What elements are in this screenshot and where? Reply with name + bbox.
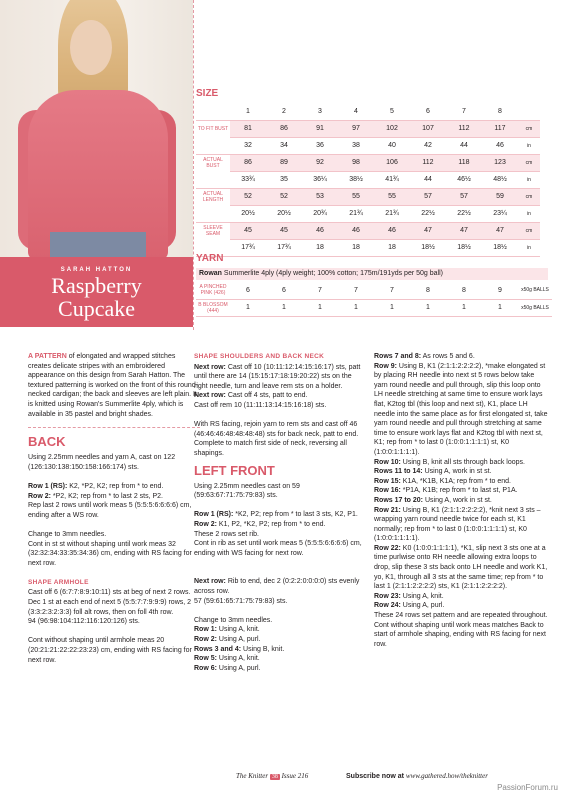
size-row xyxy=(196,188,540,205)
r78: Rows 7 and 8: As rows 5 and 6. xyxy=(374,353,475,360)
size-cell: 36 xyxy=(302,137,338,154)
size-col-header: 4 xyxy=(338,103,374,120)
size-unit: cm xyxy=(518,188,540,205)
lf-rib: These 2 rows set rib. xyxy=(194,530,259,538)
size-cell: 86 xyxy=(230,154,266,171)
r10: Row 10: Using B, knit all sts through back loops. xyxy=(374,458,525,466)
watermark: PassionForum.ru xyxy=(497,783,558,792)
size-row xyxy=(196,120,540,137)
r16: Row 16: *P1A, K1B; rep from * to last st, P1A. xyxy=(374,487,518,495)
footer-right xyxy=(346,772,488,780)
size-col-header: 3 xyxy=(302,103,338,120)
size-cell: 48½ xyxy=(482,171,518,188)
size-row-label: TO FIT BUST xyxy=(196,120,230,137)
size-row xyxy=(196,239,540,256)
armhole-1: Cast off 6 (6:7:7:8:9:10:11) sts at beg of next 2 rows. xyxy=(28,589,191,597)
size-cell: 20½ xyxy=(230,205,266,222)
size-cell: 91 xyxy=(302,120,338,137)
yarn-brand: Rowan xyxy=(199,270,222,277)
size-unit: cm xyxy=(518,120,540,137)
lf-p2: Row 2: Using A, purl. xyxy=(194,636,261,644)
size-cell: 20½ xyxy=(266,205,302,222)
shape-armhole-heading: SHAPE ARMHOLE xyxy=(28,578,89,586)
size-cell: 36¼ xyxy=(302,171,338,188)
size-row xyxy=(196,171,540,188)
r15: Row 15: K1A, *K1B, K1A; rep from * to end. xyxy=(374,477,511,485)
size-cell: 18½ xyxy=(410,239,446,256)
yarn-cell: 1 xyxy=(338,299,374,316)
size-cell: 47 xyxy=(446,222,482,239)
size-cell: 40 xyxy=(374,137,410,154)
back-text: Using 2.25mm needles and yarn A, cast on 122 (126:130:138:150:158:166:174) sts. xyxy=(28,454,176,471)
size-col-header: 6 xyxy=(410,103,446,120)
size-col-header: 1 xyxy=(230,103,266,120)
issue-number: Issue 216 xyxy=(281,772,309,780)
armhole-2: Dec 1 st at each end of next 5 (5:5:7:7:9:9:9) rows, 2 (3:3:2:3:2:3:3) foll alt rows, then on foll 4th row. xyxy=(28,599,192,616)
size-cell: 98 xyxy=(338,154,374,171)
size-cell: 81 xyxy=(230,120,266,137)
size-unit: cm xyxy=(518,154,540,171)
r26: Cont without shaping until work meas matches Back to start of armhole shaping, ending with RS facing for next row. xyxy=(374,621,546,648)
size-header-row xyxy=(196,103,540,120)
size-cell: 34 xyxy=(266,137,302,154)
section-divider xyxy=(28,427,200,428)
back-row-2: Row 2: *P2, K2; rep from * to last 2 sts, P2. xyxy=(28,492,164,500)
subscribe-url[interactable]: www.gathered.how/theknitter xyxy=(405,772,488,780)
yarn-table xyxy=(196,282,552,317)
size-cell: 89 xyxy=(266,154,302,171)
size-cell: 17¾ xyxy=(230,239,266,256)
shape-shoulders-heading: SHAPE SHOULDERS AND BACK NECK xyxy=(194,353,325,360)
size-row xyxy=(196,222,540,239)
size-unit: in xyxy=(518,205,540,222)
page-number: 38 xyxy=(271,774,278,780)
size-cell: 97 xyxy=(338,120,374,137)
size-cell: 45 xyxy=(266,222,302,239)
back-repeat: Rep last 2 rows until work meas 5 (5:5:5:6:6:6:6) cm, ending after a WS row. xyxy=(28,502,192,519)
size-cell: 46 xyxy=(482,137,518,154)
lf-p1: Row 1: Using A, knit. xyxy=(194,626,260,634)
size-cell: 17¾ xyxy=(266,239,302,256)
size-cell: 46 xyxy=(338,222,374,239)
size-cell: 92 xyxy=(302,154,338,171)
yarn-cell: 6 xyxy=(266,282,302,299)
size-cell: 46½ xyxy=(446,171,482,188)
size-cell: 46 xyxy=(302,222,338,239)
size-cell: 32 xyxy=(230,137,266,154)
yarn-cell: 1 xyxy=(482,299,518,316)
yarn-colour-label: B BLOSSOM (444) xyxy=(196,299,230,316)
size-cell: 117 xyxy=(482,120,518,137)
yarn-cell: 1 xyxy=(302,299,338,316)
r23: Row 23: Using A, knit. xyxy=(374,592,444,600)
lf-next-row: Next row: Rib to end, dec 2 (0:2:2:0:0:0:0) sts evenly across row. xyxy=(194,578,360,596)
size-heading: SIZE xyxy=(196,88,219,99)
back-heading: BACK xyxy=(28,434,66,450)
yarn-cell: 7 xyxy=(338,282,374,299)
size-col-header: 2 xyxy=(266,103,302,120)
size-cell: 21¾ xyxy=(374,205,410,222)
size-cell: 52 xyxy=(230,188,266,205)
size-unit: in xyxy=(518,239,540,256)
lf-cont: Cont in rib as set until work meas 5 (5:5:5:6:6:6:6) cm, ending with WS facing for next row. xyxy=(194,540,362,557)
shoulder-1: Next row: Cast off 10 (10:11:12:14:15:16:17) sts, patt until there are 14 (15:15:17:18:19:20:22) sts on the right needle, turn and leave rem sts on a holder. xyxy=(194,363,361,390)
footer-left xyxy=(236,772,308,780)
back-change: Change to 3mm needles. xyxy=(28,530,107,538)
shoulder-3: Cast off rem 10 (11:11:13:14:15:16:18) sts. xyxy=(194,401,327,409)
size-cell: 86 xyxy=(266,120,302,137)
yarn-cell: 1 xyxy=(374,299,410,316)
size-cell: 46 xyxy=(374,222,410,239)
size-cell: 112 xyxy=(446,120,482,137)
size-row xyxy=(196,137,540,154)
left-front-heading: LEFT FRONT xyxy=(194,462,275,478)
lf-sts: 57 (59:61:65:71:75:79:83) sts. xyxy=(194,597,288,605)
yarn-cell: 1 xyxy=(410,299,446,316)
size-col-header: 7 xyxy=(446,103,482,120)
left-front-1: Using 2.25mm needles cast on 59 (59:63:67:71:75:79:83) sts. xyxy=(194,482,300,500)
back-cont: Cont in st st without shaping until work meas 32 (32:32:34:33:35:34:36) cm, ending with RS facing for next row. xyxy=(28,540,192,567)
column-2 xyxy=(194,352,366,673)
size-cell: 22½ xyxy=(410,205,446,222)
shoulder-2: Next row: Cast off 4 sts, patt to end. xyxy=(194,392,308,400)
lf-p3: Rows 3 and 4: Using B, knit. xyxy=(194,645,285,653)
yarn-row xyxy=(196,282,552,299)
r25: These 24 rows set pattern and are repeated throughout. xyxy=(374,612,548,620)
back-row-1: Row 1 (RS): K2, *P2, K2; rep from * to end. xyxy=(28,482,164,490)
size-unit: cm xyxy=(518,222,540,239)
yarn-cell: 6 xyxy=(230,282,266,299)
size-cell: 20¾ xyxy=(302,205,338,222)
title-banner xyxy=(0,257,193,327)
size-cell: 57 xyxy=(446,188,482,205)
size-cell: 57 xyxy=(410,188,446,205)
yarn-heading: YARN xyxy=(196,253,224,264)
size-cell: 44 xyxy=(446,137,482,154)
size-cell: 118 xyxy=(446,154,482,171)
yarn-unit: x50g BALLS xyxy=(518,299,552,316)
yarn-cell: 1 xyxy=(446,299,482,316)
r22: Row 22: K0 (1:0:0:1:1:1:1), *K1, slip next 3 sts one at a time purlwise onto RH needle allowing extra loops to drop, slip these 3 sts back onto LH needle and work K1, yo, K1, through all 3 sts at the same time; rep from * to last 1 (2:1:1:2:2:2:2) sts, K1 (2:1:1:2:2:2:2). xyxy=(374,544,548,591)
size-cell: 53 xyxy=(302,188,338,205)
shoulder-4: With RS facing, rejoin yarn to rem sts and cast off 46 (46:46:46:48:48:48:48) sts for back neck, patt to end. xyxy=(194,421,359,438)
yarn-description xyxy=(196,268,548,280)
size-cell: 42 xyxy=(410,137,446,154)
size-row-label xyxy=(196,205,230,222)
lf-p6: Row 6: Using A, purl. xyxy=(194,664,261,672)
designer-name: SARAH HATTON xyxy=(60,267,133,273)
intro-paragraph: A PATTERN of elongated and wrapped stitches creates delicate stripes with an embroidered appearance on this design from Sarah Hatton. The textured patterning is worked on the front of this round-necked cardigan; the back and sleeves are left plain. It is knitted using Rowan's Summerlite 4ply, which is available in 35 pastel and bright shades. xyxy=(28,353,199,418)
yarn-cell: 1 xyxy=(266,299,302,316)
yarn-cell: 7 xyxy=(374,282,410,299)
size-row-label: ACTUAL LENGTH xyxy=(196,188,230,205)
size-row-label xyxy=(196,171,230,188)
yarn-cell: 8 xyxy=(410,282,446,299)
size-cell: 18 xyxy=(374,239,410,256)
size-cell: 123 xyxy=(482,154,518,171)
size-cell: 44 xyxy=(410,171,446,188)
lf-row-2: Row 2: K1, P2, *K2, P2; rep from * to end. xyxy=(194,520,326,528)
yarn-row xyxy=(196,299,552,316)
divider xyxy=(193,0,194,330)
r1114: Rows 11 to 14: Using A, work in st st. xyxy=(374,468,492,476)
armhole-3: 94 (96:98:104:112:116:120:126) sts. xyxy=(28,618,140,626)
r9: Row 9: Using B, K1 (2:1:1:2:2:2:2), *make elongated st by placing RH needle into next st 5 rows below take yarn round needle and pull through, slip this loop onto LH needle stretching at same time to ensure work lays flat, K2tog tbl (this loop and next st), K1, place LH needle into the same place as for first elongated st, take yarn round needle and pull through stretching at same time to ensure work lays flat and K2tog tbl with next st, K1; rep from * to last 0 (1:0:0:1:1:1:1) st, K0 (1:0:0:1:1:1:1). xyxy=(374,362,548,456)
size-cell: 47 xyxy=(410,222,446,239)
size-cell: 38 xyxy=(338,137,374,154)
r21: Row 21: Using B, K1 (2:1:1:2:2:2:2), *knit next 3 sts – wrapping yarn round needle twice for each st, K1 normally; rep from * to last 0 (1:0:0:1:1:1:1) st, K0 (1:0:0:1:1:1:1). xyxy=(374,506,541,543)
size-table xyxy=(196,103,540,257)
yarn-colour-label: A PINCHED PINK (426) xyxy=(196,282,230,299)
yarn-cell: 9 xyxy=(482,282,518,299)
size-cell: 106 xyxy=(374,154,410,171)
size-cell: 18 xyxy=(338,239,374,256)
size-cell: 52 xyxy=(266,188,302,205)
size-cell: 18½ xyxy=(446,239,482,256)
size-cell: 35 xyxy=(266,171,302,188)
pattern-title-1: Raspberry xyxy=(51,273,142,298)
size-row-label: SLEEVE SEAM xyxy=(196,222,230,239)
size-cell: 38½ xyxy=(338,171,374,188)
size-cell: 21¾ xyxy=(338,205,374,222)
size-cell: 59 xyxy=(482,188,518,205)
size-cell: 22½ xyxy=(446,205,482,222)
size-cell: 102 xyxy=(374,120,410,137)
size-row-label: ACTUAL BUST xyxy=(196,154,230,171)
column-1 xyxy=(28,352,200,665)
r1720: Rows 17 to 20: Using A, work in st st. xyxy=(374,496,492,504)
r24: Row 24: Using A, purl. xyxy=(374,602,445,610)
pattern-title-2: Cupcake xyxy=(58,296,135,321)
size-cell: 47 xyxy=(482,222,518,239)
size-cell: 23¼ xyxy=(482,205,518,222)
yarn-cell: 7 xyxy=(302,282,338,299)
size-cell: 33¾ xyxy=(230,171,266,188)
yarn-cell: 8 xyxy=(446,282,482,299)
size-cell: 18½ xyxy=(482,239,518,256)
yarn-spec: Summerlite 4ply (4ply weight; 100% cotton; 175m/191yds per 50g ball) xyxy=(221,270,443,277)
size-cell: 18 xyxy=(302,239,338,256)
size-cell: 107 xyxy=(410,120,446,137)
size-row xyxy=(196,205,540,222)
size-col-header: 8 xyxy=(482,103,518,120)
column-3 xyxy=(374,352,548,649)
model-photo xyxy=(0,0,193,257)
subscribe-text: Subscribe now at xyxy=(346,773,406,780)
yarn-cell: 1 xyxy=(230,299,266,316)
size-cell: 45 xyxy=(230,222,266,239)
yarn-unit: x50g BALLS xyxy=(518,282,552,299)
shoulder-5: Complete to match first side of neck, reversing all shapings. xyxy=(194,440,347,457)
lf-change: Change to 3mm needles. xyxy=(194,616,273,624)
size-unit: in xyxy=(518,137,540,154)
size-cell: 41¾ xyxy=(374,171,410,188)
size-cell: 112 xyxy=(410,154,446,171)
size-unit: in xyxy=(518,171,540,188)
size-cell: 55 xyxy=(374,188,410,205)
armhole-4: Cont without shaping until armhole meas 20 (20:21:21:22:22:23:23) cm, ending with RS facing for next row. xyxy=(28,637,192,664)
size-row xyxy=(196,154,540,171)
size-cell: 55 xyxy=(338,188,374,205)
size-row-label xyxy=(196,137,230,154)
lf-p5: Row 5: Using A, knit. xyxy=(194,655,260,663)
size-col-header: 5 xyxy=(374,103,410,120)
magazine-name: The Knitter xyxy=(236,772,269,780)
lf-row-1: Row 1 (RS): *K2, P2; rep from * to last 3 sts, K2, P1. xyxy=(194,511,358,519)
